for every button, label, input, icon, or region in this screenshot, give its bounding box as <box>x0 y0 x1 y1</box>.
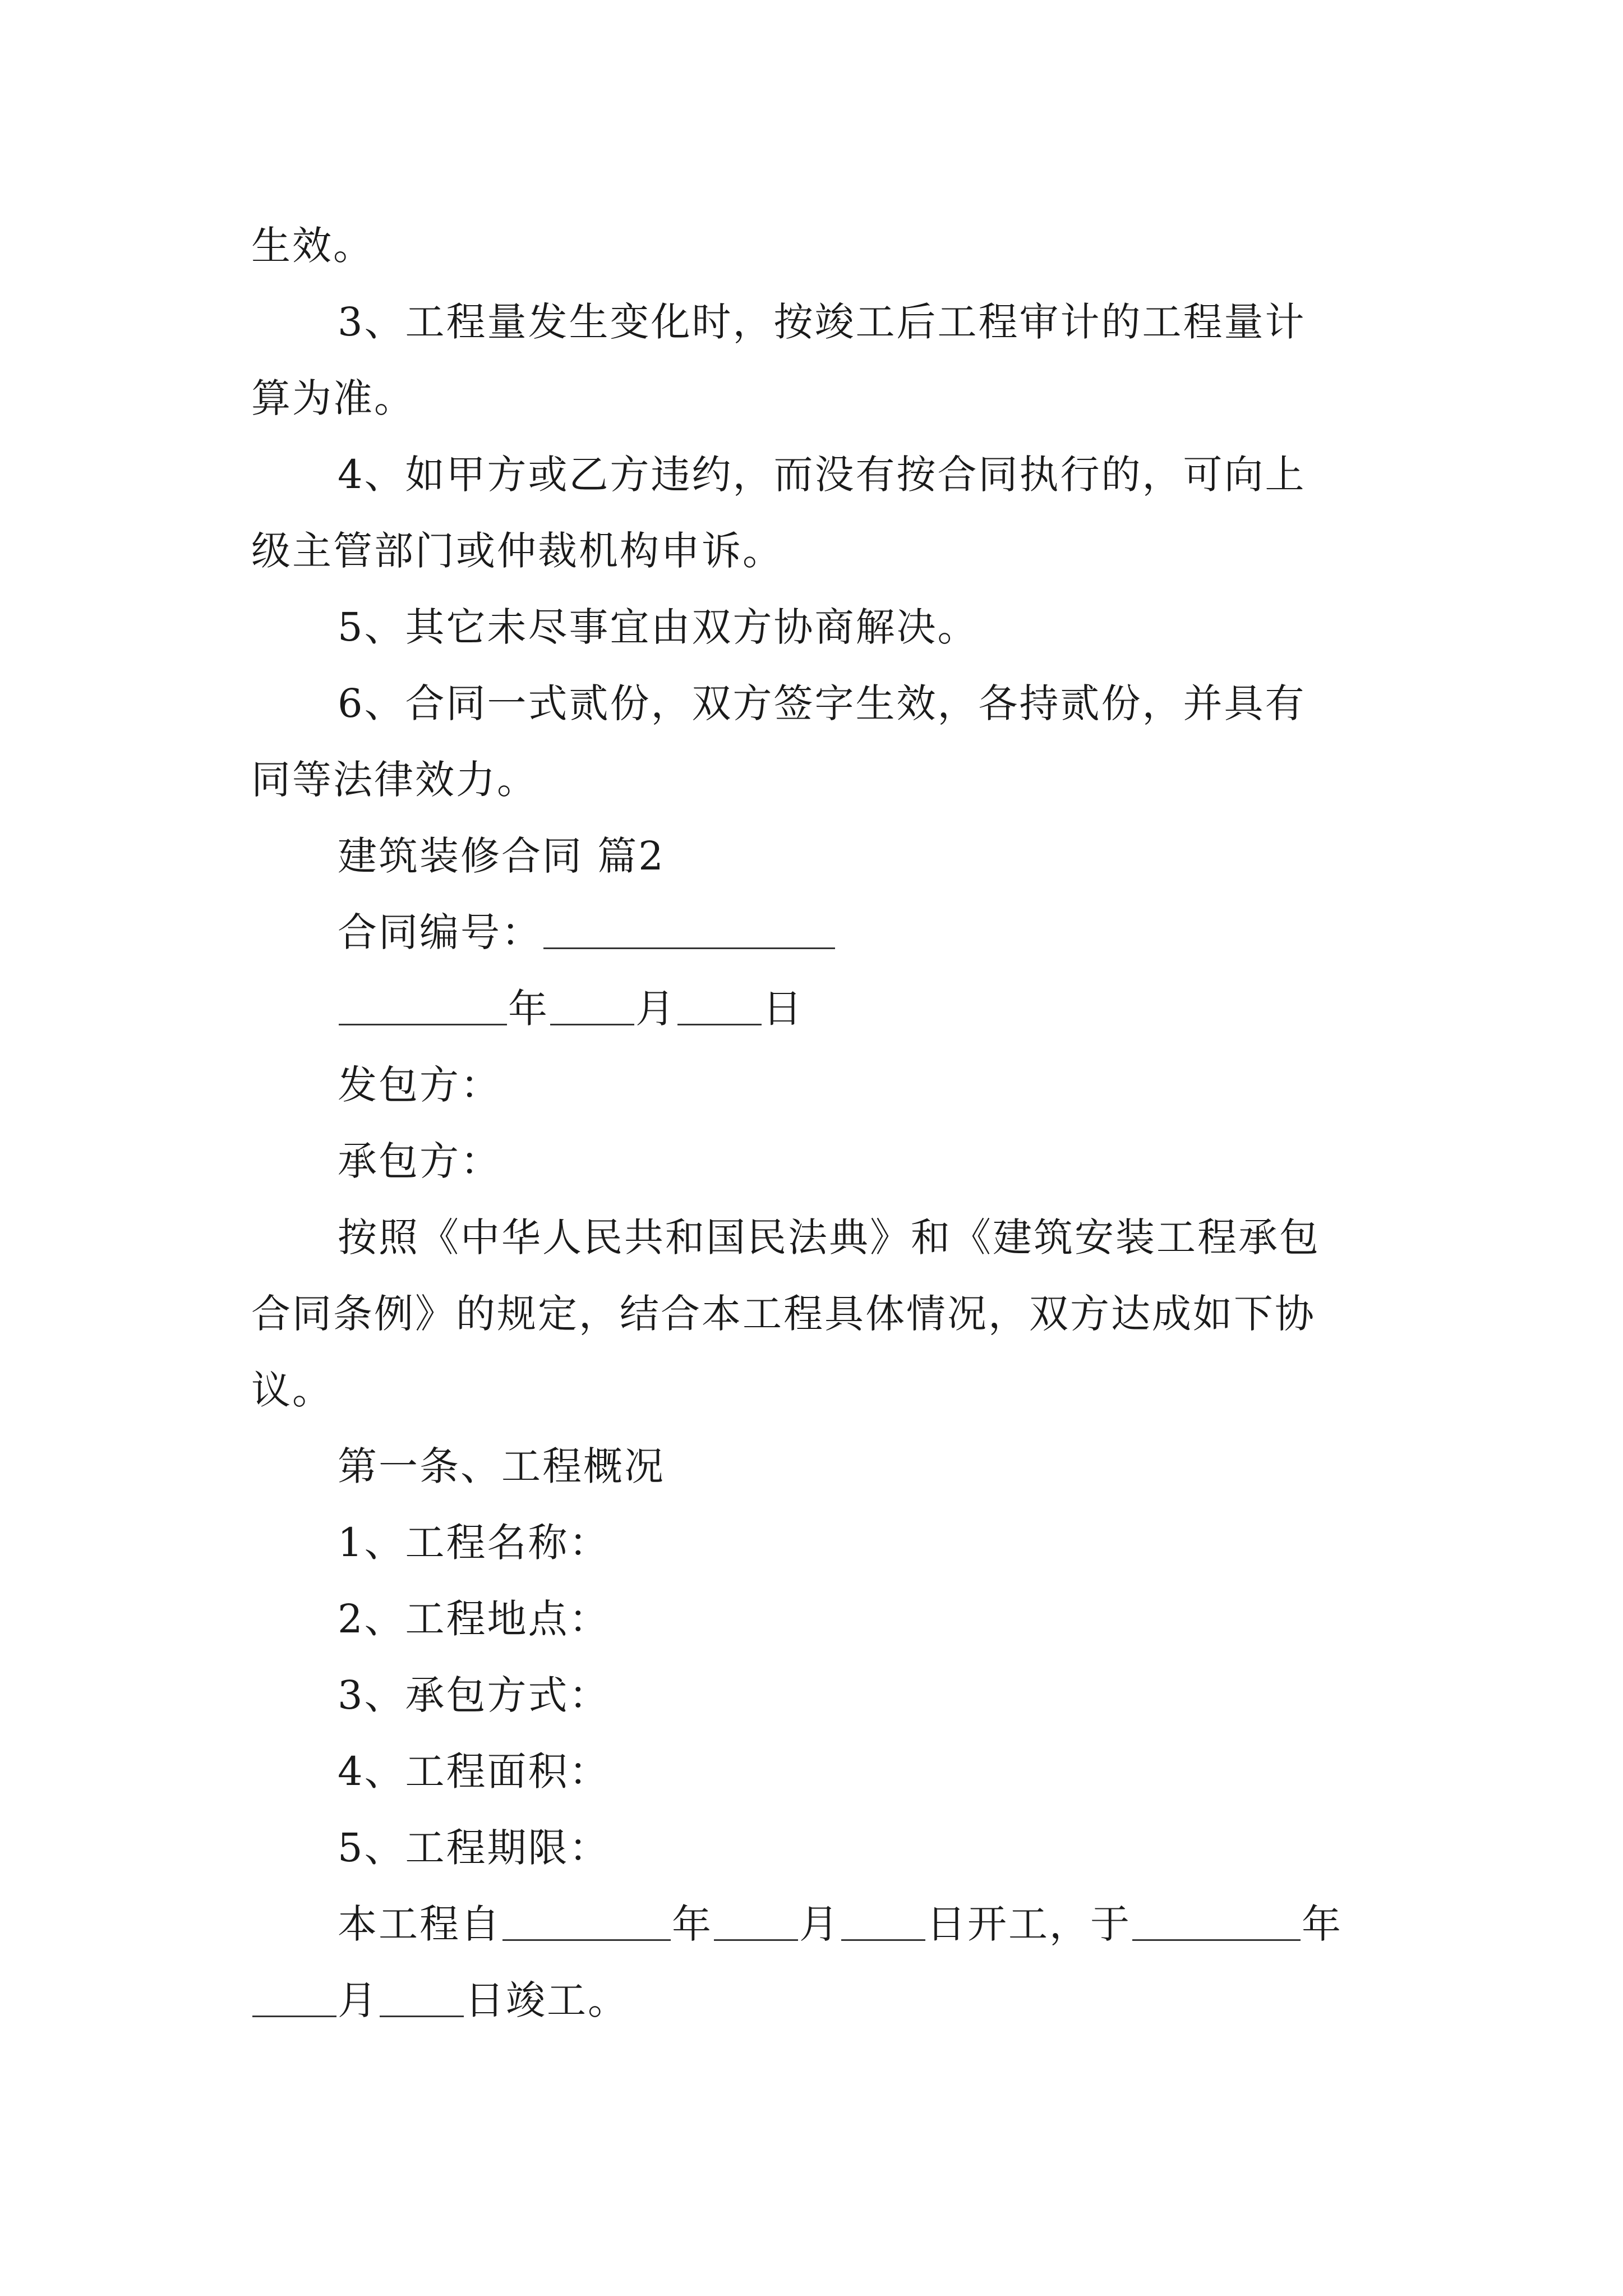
contract-number-blank <box>543 908 835 949</box>
start-year-blank <box>502 1900 671 1941</box>
text: 月 <box>635 986 676 1032</box>
paragraph-line <box>0 218 1623 274</box>
start-day-blank <box>841 1900 925 1941</box>
date-line <box>0 981 1623 1037</box>
text: 第一条、工程概况 <box>338 1443 665 1489</box>
item-5-line <box>0 599 1623 655</box>
text: 3、承包方式： <box>338 1672 610 1718</box>
intro-line-2 <box>0 1286 1623 1342</box>
field-project-name <box>0 1515 1623 1571</box>
intro-line-1 <box>0 1209 1623 1266</box>
text: 2、工程地点： <box>338 1596 610 1642</box>
text: 1、工程名称： <box>338 1520 610 1566</box>
month-blank <box>550 984 634 1025</box>
text: 年 <box>508 986 549 1032</box>
text: 年 <box>1302 1901 1343 1947</box>
text: 5、工程期限： <box>338 1825 610 1871</box>
item-6-line-1 <box>0 675 1623 731</box>
text: 年 <box>672 1901 713 1947</box>
text: 日 <box>763 986 804 1032</box>
text: 3、工程量发生变化时，按竣工后工程审计的工程量计 <box>338 299 1306 345</box>
field-project-period <box>0 1820 1623 1876</box>
period-line-2 <box>0 1972 1623 2028</box>
contract-number-line <box>0 904 1623 960</box>
text: 算为准。 <box>251 375 415 421</box>
text: 议。 <box>251 1367 333 1413</box>
contract-number-label: 合同编号： <box>338 909 542 955</box>
text: 合同条例》的规定，结合本工程具体情况，双方达成如下协 <box>251 1291 1316 1337</box>
year-blank <box>339 984 507 1025</box>
day-blank <box>677 984 762 1025</box>
intro-line-3 <box>0 1362 1623 1418</box>
start-month-blank <box>714 1900 798 1941</box>
text: 4、如甲方或乙方违约，而没有按合同执行的，可向上 <box>338 452 1306 498</box>
field-project-location <box>0 1591 1623 1647</box>
field-project-area <box>0 1743 1623 1800</box>
text: 按照《中华人民共和国民法典》和《建筑安装工程承包 <box>338 1214 1320 1260</box>
text: 承包方： <box>338 1138 501 1184</box>
field-contract-method <box>0 1667 1623 1723</box>
text: 本工程自 <box>338 1901 501 1947</box>
text: 生效。 <box>251 223 374 269</box>
text: 发包方： <box>338 1062 501 1108</box>
text: 级主管部门或仲裁机构申诉。 <box>251 528 783 574</box>
text: 5、其它未尽事宜由双方协商解决。 <box>338 604 979 650</box>
article-heading <box>0 1438 1623 1494</box>
text: 同等法律效力。 <box>251 757 538 803</box>
end-year-blank <box>1132 1900 1301 1941</box>
text: 月 <box>799 1901 840 1947</box>
text: 日开工，于 <box>926 1901 1131 1947</box>
item-4-line-2 <box>0 523 1623 579</box>
party-a-line <box>0 1057 1623 1113</box>
text: 日竣工。 <box>465 1977 629 2023</box>
party-b-line <box>0 1133 1623 1189</box>
item-4-line-1 <box>0 447 1623 503</box>
text: 月 <box>338 1977 379 2023</box>
period-line-1 <box>0 1896 1623 1952</box>
text: 建筑装修合同 篇2 <box>338 833 665 879</box>
item-3-line-1 <box>0 294 1623 350</box>
end-month-blank <box>252 1976 336 2017</box>
end-day-blank <box>380 1976 464 2017</box>
text: 6、合同一式贰份，双方签字生效，各持贰份，并具有 <box>338 680 1306 726</box>
section-title <box>0 828 1623 884</box>
item-6-line-2 <box>0 752 1623 808</box>
item-3-line-2 <box>0 370 1623 426</box>
text: 4、工程面积： <box>338 1749 610 1795</box>
